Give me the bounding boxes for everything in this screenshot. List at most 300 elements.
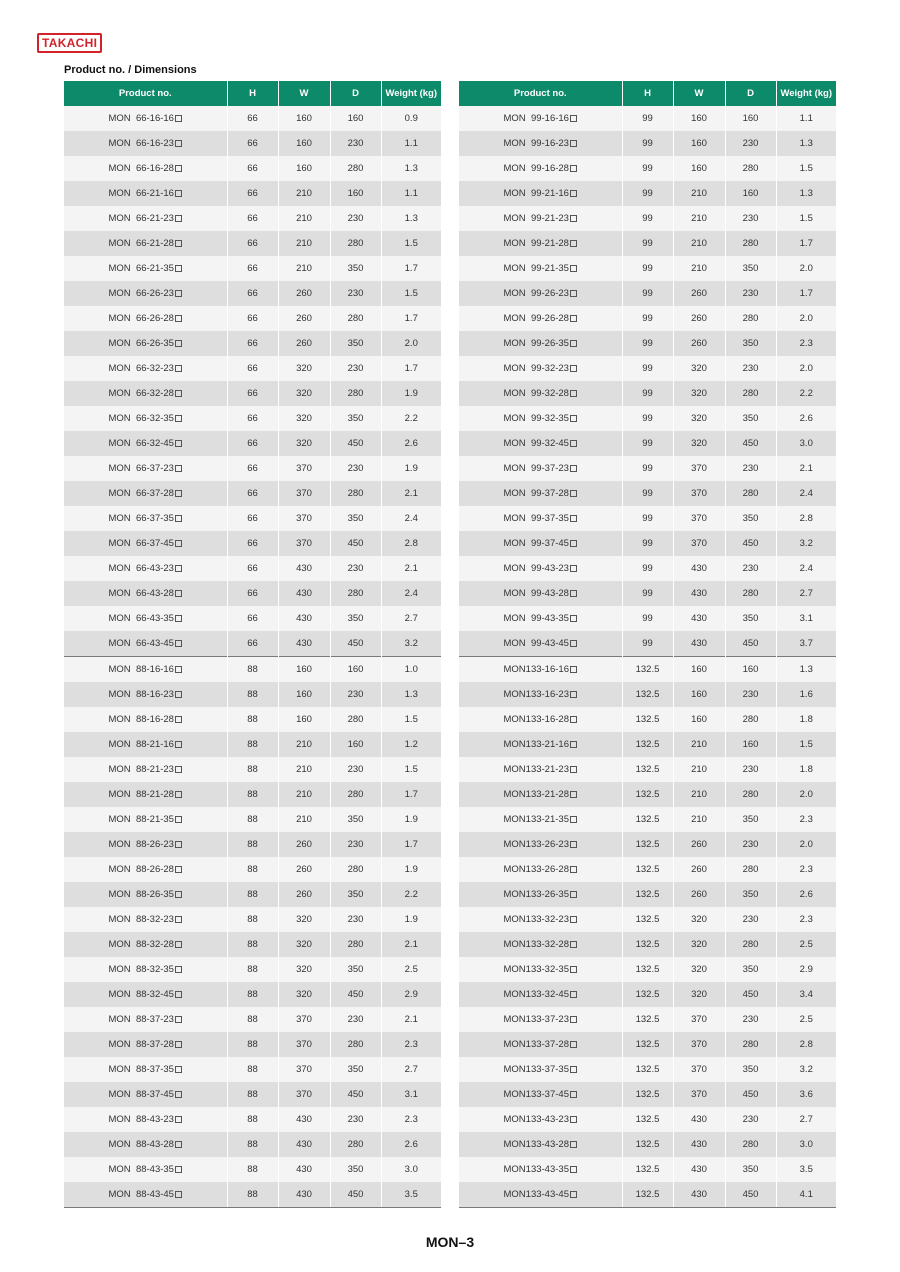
h-cell: 66	[227, 581, 278, 606]
color-code-box-icon	[175, 415, 182, 422]
color-code-box-icon	[175, 716, 182, 723]
product-code: MON133-21-23	[503, 764, 569, 775]
h-cell: 99	[622, 231, 673, 256]
product-code: MON 88-21-35	[108, 814, 174, 825]
d-cell: 350	[725, 506, 776, 531]
weight-cell: 2.5	[381, 957, 441, 982]
d-cell: 350	[725, 957, 776, 982]
d-cell: 280	[330, 707, 381, 732]
w-cell: 210	[673, 757, 725, 782]
table-row	[459, 456, 836, 481]
color-code-box-icon	[570, 390, 577, 397]
color-code-box-icon	[570, 991, 577, 998]
weight-cell: 2.4	[776, 481, 836, 506]
product-code: MON 88-21-28	[108, 789, 174, 800]
d-cell: 280	[330, 306, 381, 331]
color-code-box-icon	[175, 315, 182, 322]
header-w: W	[278, 81, 330, 106]
table-row	[64, 556, 441, 581]
product-no-cell	[64, 556, 227, 581]
w-cell: 430	[278, 1157, 330, 1182]
table-row	[64, 907, 441, 932]
color-code-box-icon	[570, 741, 577, 748]
product-no-cell	[459, 1107, 622, 1132]
h-cell: 99	[622, 581, 673, 606]
weight-cell: 2.6	[776, 882, 836, 907]
product-code: MON 99-21-16	[503, 188, 569, 199]
color-code-box-icon	[175, 440, 182, 447]
d-cell: 160	[330, 106, 381, 131]
table-row	[459, 331, 836, 356]
product-code: MON 99-37-45	[503, 538, 569, 549]
product-code: MON 99-21-23	[503, 213, 569, 224]
product-code: MON 88-37-23	[108, 1014, 174, 1025]
h-cell: 88	[227, 1132, 278, 1157]
w-cell: 210	[673, 206, 725, 231]
w-cell: 430	[278, 606, 330, 631]
w-cell: 210	[673, 181, 725, 206]
product-no-cell	[64, 732, 227, 757]
product-code: MON 99-37-35	[503, 513, 569, 524]
product-no-cell	[64, 581, 227, 606]
weight-cell: 2.1	[776, 456, 836, 481]
product-no-cell	[64, 106, 227, 131]
w-cell: 430	[278, 631, 330, 657]
weight-cell: 1.8	[776, 757, 836, 782]
product-no-cell	[459, 306, 622, 331]
product-no-cell	[459, 982, 622, 1007]
h-cell: 66	[227, 331, 278, 356]
color-code-box-icon	[175, 490, 182, 497]
weight-cell: 2.4	[776, 556, 836, 581]
d-cell: 350	[725, 1157, 776, 1182]
product-no-cell	[64, 481, 227, 506]
product-code: MON133-32-35	[503, 964, 569, 975]
color-code-box-icon	[570, 540, 577, 547]
product-code: MON 99-26-35	[503, 338, 569, 349]
h-cell: 88	[227, 1057, 278, 1082]
h-cell: 99	[622, 606, 673, 631]
color-code-box-icon	[570, 791, 577, 798]
weight-cell: 2.1	[381, 932, 441, 957]
weight-cell: 2.3	[776, 807, 836, 832]
product-code: MON 88-21-23	[108, 764, 174, 775]
color-code-box-icon	[570, 415, 577, 422]
h-cell: 132.5	[622, 757, 673, 782]
d-cell: 280	[330, 857, 381, 882]
color-code-box-icon	[175, 1091, 182, 1098]
color-code-box-icon	[570, 1116, 577, 1123]
w-cell: 210	[278, 732, 330, 757]
product-code: MON 88-16-23	[108, 689, 174, 700]
product-code: MON 66-32-23	[108, 363, 174, 374]
product-no-cell	[459, 807, 622, 832]
w-cell: 260	[278, 882, 330, 907]
w-cell: 370	[278, 1032, 330, 1057]
product-no-cell	[459, 832, 622, 857]
w-cell: 430	[673, 606, 725, 631]
product-code: MON 99-32-35	[503, 413, 569, 424]
d-cell: 280	[725, 1032, 776, 1057]
product-code: MON 99-26-23	[503, 288, 569, 299]
product-code: MON 99-16-23	[503, 138, 569, 149]
weight-cell: 1.5	[776, 156, 836, 181]
d-cell: 160	[330, 732, 381, 757]
d-cell: 350	[330, 957, 381, 982]
d-cell: 350	[330, 256, 381, 281]
color-code-box-icon	[570, 1191, 577, 1198]
product-no-cell	[459, 932, 622, 957]
h-cell: 88	[227, 932, 278, 957]
d-cell: 280	[330, 481, 381, 506]
color-code-box-icon	[175, 666, 182, 673]
d-cell: 280	[725, 782, 776, 807]
w-cell: 320	[673, 982, 725, 1007]
w-cell: 370	[673, 481, 725, 506]
table-row	[64, 782, 441, 807]
h-cell: 88	[227, 732, 278, 757]
w-cell: 210	[278, 206, 330, 231]
product-code: MON 66-26-23	[108, 288, 174, 299]
color-code-box-icon	[570, 1016, 577, 1023]
weight-cell: 1.7	[381, 832, 441, 857]
product-code: MON 99-32-28	[503, 388, 569, 399]
d-cell: 280	[725, 306, 776, 331]
d-cell: 350	[725, 256, 776, 281]
product-no-cell	[64, 181, 227, 206]
d-cell: 350	[725, 1057, 776, 1082]
product-code: MON133-43-45	[503, 1189, 569, 1200]
d-cell: 280	[725, 707, 776, 732]
h-cell: 132.5	[622, 932, 673, 957]
color-code-box-icon	[175, 615, 182, 622]
weight-cell: 1.9	[381, 807, 441, 832]
product-no-cell	[64, 1082, 227, 1107]
product-code: MON 66-32-28	[108, 388, 174, 399]
table-row	[64, 1007, 441, 1032]
product-code: MON133-16-28	[503, 714, 569, 725]
weight-cell: 1.5	[381, 757, 441, 782]
product-no-cell	[64, 306, 227, 331]
product-code: MON133-43-28	[503, 1139, 569, 1150]
d-cell: 450	[725, 1082, 776, 1107]
product-code: MON 88-26-35	[108, 889, 174, 900]
d-cell: 160	[725, 106, 776, 131]
d-cell: 350	[725, 606, 776, 631]
table-row	[459, 1182, 836, 1208]
h-cell: 132.5	[622, 832, 673, 857]
color-code-box-icon	[570, 115, 577, 122]
color-code-box-icon	[570, 1166, 577, 1173]
product-no-cell	[459, 356, 622, 381]
table-header-row	[64, 81, 441, 106]
w-cell: 260	[278, 857, 330, 882]
product-no-cell	[64, 907, 227, 932]
table-row	[64, 231, 441, 256]
weight-cell: 2.0	[776, 832, 836, 857]
color-code-box-icon	[175, 590, 182, 597]
h-cell: 132.5	[622, 807, 673, 832]
weight-cell: 1.8	[776, 707, 836, 732]
table-row	[459, 657, 836, 683]
d-cell: 230	[725, 281, 776, 306]
w-cell: 210	[278, 256, 330, 281]
color-code-box-icon	[570, 966, 577, 973]
weight-cell: 2.0	[776, 782, 836, 807]
table-row	[64, 256, 441, 281]
h-cell: 99	[622, 256, 673, 281]
product-code: MON133-21-16	[503, 739, 569, 750]
color-code-box-icon	[570, 490, 577, 497]
table-row	[459, 1057, 836, 1082]
color-code-box-icon	[570, 1041, 577, 1048]
d-cell: 230	[330, 682, 381, 707]
product-no-cell	[459, 181, 622, 206]
product-code: MON 66-43-23	[108, 563, 174, 574]
product-code: MON 99-16-16	[503, 113, 569, 124]
product-no-cell	[459, 106, 622, 131]
w-cell: 210	[278, 231, 330, 256]
weight-cell: 1.3	[776, 131, 836, 156]
d-cell: 350	[330, 1057, 381, 1082]
d-cell: 350	[330, 506, 381, 531]
weight-cell: 2.3	[381, 1032, 441, 1057]
w-cell: 320	[278, 356, 330, 381]
d-cell: 280	[330, 581, 381, 606]
d-cell: 160	[725, 181, 776, 206]
product-code: MON 88-32-35	[108, 964, 174, 975]
d-cell: 450	[330, 431, 381, 456]
product-code: MON133-21-35	[503, 814, 569, 825]
color-code-box-icon	[570, 666, 577, 673]
table-row	[459, 907, 836, 932]
weight-cell: 2.5	[776, 1007, 836, 1032]
product-code: MON 66-21-23	[108, 213, 174, 224]
weight-cell: 2.1	[381, 1007, 441, 1032]
h-cell: 66	[227, 256, 278, 281]
color-code-box-icon	[175, 941, 182, 948]
product-code: MON133-37-23	[503, 1014, 569, 1025]
w-cell: 210	[278, 782, 330, 807]
color-code-box-icon	[175, 691, 182, 698]
weight-cell: 2.8	[381, 531, 441, 556]
h-cell: 99	[622, 281, 673, 306]
w-cell: 210	[278, 807, 330, 832]
weight-cell: 1.7	[776, 281, 836, 306]
h-cell: 99	[622, 356, 673, 381]
d-cell: 450	[725, 431, 776, 456]
h-cell: 66	[227, 406, 278, 431]
h-cell: 88	[227, 657, 278, 683]
w-cell: 210	[673, 807, 725, 832]
d-cell: 450	[725, 631, 776, 657]
d-cell: 230	[330, 281, 381, 306]
w-cell: 260	[278, 832, 330, 857]
product-no-cell	[459, 156, 622, 181]
d-cell: 280	[330, 782, 381, 807]
color-code-box-icon	[175, 1041, 182, 1048]
d-cell: 230	[330, 1107, 381, 1132]
product-code: MON 66-21-35	[108, 263, 174, 274]
table-row	[459, 356, 836, 381]
color-code-box-icon	[570, 465, 577, 472]
d-cell: 280	[330, 932, 381, 957]
d-cell: 350	[725, 882, 776, 907]
weight-cell: 3.0	[776, 1132, 836, 1157]
d-cell: 350	[330, 882, 381, 907]
table-row	[64, 807, 441, 832]
weight-cell: 2.8	[776, 506, 836, 531]
weight-cell: 1.7	[381, 356, 441, 381]
dimensions-table-left	[64, 81, 441, 1208]
product-code: MON133-43-23	[503, 1114, 569, 1125]
product-no-cell	[64, 832, 227, 857]
weight-cell: 1.9	[381, 857, 441, 882]
table-row	[459, 381, 836, 406]
color-code-box-icon	[175, 290, 182, 297]
w-cell: 370	[673, 506, 725, 531]
weight-cell: 3.5	[381, 1182, 441, 1208]
table-row	[64, 406, 441, 431]
color-code-box-icon	[175, 365, 182, 372]
color-code-box-icon	[570, 140, 577, 147]
w-cell: 260	[673, 882, 725, 907]
table-row	[64, 581, 441, 606]
d-cell: 230	[725, 206, 776, 231]
d-cell: 230	[330, 456, 381, 481]
product-no-cell	[459, 657, 622, 683]
color-code-box-icon	[570, 240, 577, 247]
product-code: MON 99-26-28	[503, 313, 569, 324]
product-code: MON 66-16-16	[108, 113, 174, 124]
color-code-box-icon	[570, 165, 577, 172]
table-row	[459, 181, 836, 206]
table-row	[459, 506, 836, 531]
h-cell: 99	[622, 156, 673, 181]
product-no-cell	[64, 1157, 227, 1182]
product-no-cell	[64, 206, 227, 231]
product-no-cell	[64, 932, 227, 957]
d-cell: 230	[330, 206, 381, 231]
d-cell: 230	[725, 757, 776, 782]
product-code: MON 99-37-23	[503, 463, 569, 474]
d-cell: 350	[330, 406, 381, 431]
dimensions-table-right	[459, 81, 836, 1208]
product-code: MON 99-37-28	[503, 488, 569, 499]
product-no-cell	[459, 907, 622, 932]
h-cell: 88	[227, 757, 278, 782]
weight-cell: 2.0	[776, 356, 836, 381]
h-cell: 99	[622, 381, 673, 406]
d-cell: 230	[725, 832, 776, 857]
weight-cell: 1.1	[381, 181, 441, 206]
color-code-box-icon	[175, 215, 182, 222]
weight-cell: 3.2	[776, 1057, 836, 1082]
header-product-no: Product no.	[64, 81, 227, 106]
color-code-box-icon	[570, 265, 577, 272]
color-code-box-icon	[175, 916, 182, 923]
h-cell: 99	[622, 306, 673, 331]
weight-cell: 1.5	[381, 231, 441, 256]
h-cell: 132.5	[622, 907, 673, 932]
color-code-box-icon	[175, 866, 182, 873]
h-cell: 132.5	[622, 657, 673, 683]
weight-cell: 1.6	[776, 682, 836, 707]
h-cell: 66	[227, 281, 278, 306]
product-no-cell	[459, 1032, 622, 1057]
table-row	[459, 281, 836, 306]
h-cell: 88	[227, 1082, 278, 1107]
product-code: MON 99-16-28	[503, 163, 569, 174]
w-cell: 320	[278, 907, 330, 932]
section-title: Product no. / Dimensions	[64, 64, 197, 76]
product-code: MON 99-43-28	[503, 588, 569, 599]
weight-cell: 2.3	[381, 1107, 441, 1132]
product-code: MON 66-43-28	[108, 588, 174, 599]
product-code: MON 66-37-23	[108, 463, 174, 474]
color-code-box-icon	[570, 1141, 577, 1148]
product-no-cell	[64, 131, 227, 156]
table-row	[64, 156, 441, 181]
color-code-box-icon	[175, 540, 182, 547]
product-no-cell	[459, 1132, 622, 1157]
product-no-cell	[459, 231, 622, 256]
table-row	[459, 982, 836, 1007]
d-cell: 230	[725, 131, 776, 156]
table-row	[64, 1182, 441, 1208]
weight-cell: 3.1	[776, 606, 836, 631]
header-w: W	[673, 81, 725, 106]
w-cell: 370	[673, 1007, 725, 1032]
color-code-box-icon	[175, 1141, 182, 1148]
product-no-cell	[64, 782, 227, 807]
table-row	[459, 682, 836, 707]
w-cell: 260	[673, 281, 725, 306]
product-no-cell	[459, 606, 622, 631]
w-cell: 160	[673, 657, 725, 683]
product-code: MON 88-16-28	[108, 714, 174, 725]
product-code: MON 66-37-45	[108, 538, 174, 549]
color-code-box-icon	[175, 816, 182, 823]
table-row	[459, 106, 836, 131]
table-row	[64, 732, 441, 757]
table-row	[64, 682, 441, 707]
product-no-cell	[459, 556, 622, 581]
product-no-cell	[64, 1057, 227, 1082]
h-cell: 99	[622, 431, 673, 456]
header-h: H	[227, 81, 278, 106]
w-cell: 370	[278, 531, 330, 556]
product-code: MON133-37-35	[503, 1064, 569, 1075]
color-code-box-icon	[570, 215, 577, 222]
w-cell: 160	[278, 156, 330, 181]
table-row	[64, 1057, 441, 1082]
weight-cell: 2.9	[776, 957, 836, 982]
d-cell: 230	[330, 907, 381, 932]
d-cell: 450	[725, 531, 776, 556]
d-cell: 160	[725, 732, 776, 757]
product-no-cell	[64, 982, 227, 1007]
h-cell: 99	[622, 481, 673, 506]
table-row	[64, 932, 441, 957]
product-code: MON 66-32-35	[108, 413, 174, 424]
table-row	[459, 206, 836, 231]
product-code: MON 66-21-28	[108, 238, 174, 249]
weight-cell: 2.7	[381, 1057, 441, 1082]
w-cell: 430	[673, 1132, 725, 1157]
w-cell: 320	[673, 406, 725, 431]
h-cell: 88	[227, 1182, 278, 1208]
